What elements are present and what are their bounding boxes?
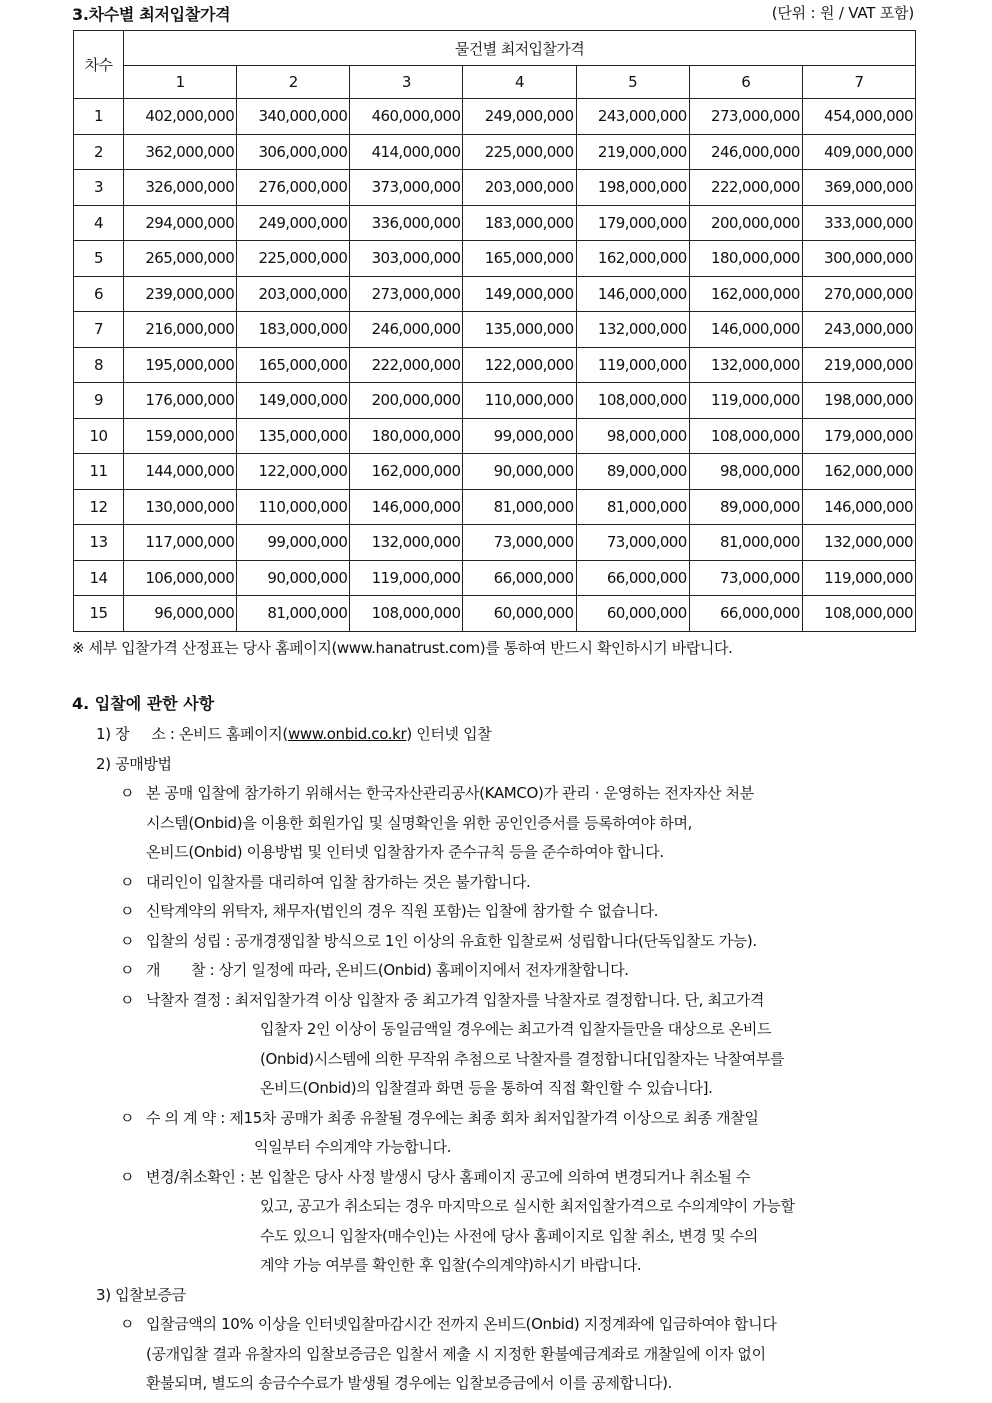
header-round: 차수 — [74, 31, 124, 99]
price-cell: 454,000,000 — [802, 99, 915, 135]
price-cell: 402,000,000 — [124, 99, 237, 135]
price-cell: 243,000,000 — [576, 99, 689, 135]
table-row — [74, 170, 916, 206]
method-item-8-line-2: 있고, 공고가 취소되는 경우 마지막으로 실시한 최저입찰가격으로 수의계약이 가능할 — [260, 1197, 795, 1215]
method-item-8-line-1: ㅇ 변경/취소확인 : 본 입찰은 당사 사정 발생시 당사 홈페이지 공고에 의하여 변경되거나 취소될 수 — [72, 1163, 932, 1193]
price-cell: 219,000,000 — [576, 134, 689, 170]
round-cell: 13 — [74, 525, 124, 561]
method-item-8-line-4: 계약 가능 여부를 확인한 후 입찰(수의계약)하시기 바랍니다. — [260, 1256, 642, 1274]
deposit-item-line-1: ㅇ 입찰금액의 10% 이상을 인터넷입찰마감시간 전까지 온비드(Onbid) 지정계좌에 입금하여야 합니다 — [72, 1310, 932, 1340]
price-cell: 179,000,000 — [802, 418, 915, 454]
round-cell: 12 — [74, 489, 124, 525]
price-cell: 60,000,000 — [576, 596, 689, 632]
price-cell: 162,000,000 — [350, 454, 463, 490]
round-cell: 15 — [74, 596, 124, 632]
price-cell: 149,000,000 — [463, 276, 576, 312]
column-header-3: 3 — [350, 66, 463, 99]
price-cell: 106,000,000 — [124, 560, 237, 596]
onbid-link[interactable]: www.onbid.co.kr — [287, 725, 407, 743]
price-cell: 340,000,000 — [237, 99, 350, 135]
place-suffix: ) 인터넷 입찰 — [406, 725, 492, 743]
price-cell: 81,000,000 — [463, 489, 576, 525]
price-cell: 132,000,000 — [802, 525, 915, 561]
table-row — [74, 560, 916, 596]
price-cell: 108,000,000 — [350, 596, 463, 632]
price-cell: 108,000,000 — [689, 418, 802, 454]
method-item-1-line-3: 온비드(Onbid) 이용방법 및 인터넷 입찰참가자 준수규칙 등을 준수하여야 합니다. — [146, 843, 664, 861]
table-row — [74, 596, 916, 632]
deposit-item-line-3: 환불되며, 별도의 송금수수료가 발생될 경우에는 입찰보증금에서 이를 공제합니다). — [146, 1374, 673, 1392]
bullet-mark: ㅇ — [120, 1108, 135, 1127]
column-header-1: 1 — [124, 66, 237, 99]
price-cell: 60,000,000 — [463, 596, 576, 632]
price-cell: 176,000,000 — [124, 383, 237, 419]
price-cell: 222,000,000 — [350, 347, 463, 383]
method-item-4: ㅇ 입찰의 성립 : 공개경쟁입찰 방식으로 1인 이상의 유효한 입찰로써 성립합니다(단독입찰도 가능). — [72, 927, 932, 957]
price-cell: 409,000,000 — [802, 134, 915, 170]
price-cell: 198,000,000 — [576, 170, 689, 206]
round-cell: 2 — [74, 134, 124, 170]
price-cell: 119,000,000 — [802, 560, 915, 596]
min-bid-price-table — [73, 30, 916, 632]
method-item-6-line-2: 입찰자 2인 이상이 동일금액일 경우에는 최고가격 입찰자들만을 대상으로 온비드 — [260, 1020, 772, 1038]
price-cell: 81,000,000 — [237, 596, 350, 632]
price-cell: 162,000,000 — [689, 276, 802, 312]
table-row — [74, 383, 916, 419]
price-cell: 165,000,000 — [237, 347, 350, 383]
round-cell: 8 — [74, 347, 124, 383]
price-cell: 162,000,000 — [802, 454, 915, 490]
price-cell: 108,000,000 — [576, 383, 689, 419]
price-cell: 90,000,000 — [463, 454, 576, 490]
price-cell: 135,000,000 — [237, 418, 350, 454]
section4 — [72, 690, 932, 1399]
bullet-mark: ㅇ — [120, 931, 135, 950]
method-item-2: ㅇ 대리인이 입찰자를 대리하여 입찰 참가하는 것은 불가합니다. — [72, 868, 932, 898]
bullet-mark: ㅇ — [120, 1315, 135, 1333]
round-cell: 3 — [74, 170, 124, 206]
price-cell: 99,000,000 — [237, 525, 350, 561]
method-item-8-line-3: 수도 있으니 입찰자(매수인)는 사전에 당사 홈페이지로 입찰 취소, 변경 및 수의 — [260, 1226, 758, 1245]
price-cell: 180,000,000 — [350, 418, 463, 454]
price-cell: 159,000,000 — [124, 418, 237, 454]
price-cell: 89,000,000 — [576, 454, 689, 490]
price-cell: 369,000,000 — [802, 170, 915, 206]
price-cell: 98,000,000 — [689, 454, 802, 490]
price-cell: 165,000,000 — [463, 241, 576, 277]
price-cell: 90,000,000 — [237, 560, 350, 596]
header-group: 물건별 최저입찰가격 — [124, 31, 916, 66]
price-cell: 243,000,000 — [802, 312, 915, 348]
deposit-item-line-2: (공개입찰 결과 유찰자의 입찰보증금은 입찰서 제출 시 지정한 환불예금계좌로 개찰일에 이자 없이 — [146, 1344, 766, 1363]
price-cell: 73,000,000 — [689, 560, 802, 596]
price-cell: 110,000,000 — [463, 383, 576, 419]
bullet-mark: ㅇ — [120, 990, 135, 1009]
round-cell: 14 — [74, 560, 124, 596]
price-cell: 273,000,000 — [689, 99, 802, 135]
price-cell: 200,000,000 — [350, 383, 463, 419]
price-cell: 200,000,000 — [689, 205, 802, 241]
table-row — [74, 205, 916, 241]
bullet-mark: ㅇ — [120, 784, 135, 802]
price-cell: 162,000,000 — [576, 241, 689, 277]
price-cell: 146,000,000 — [689, 312, 802, 348]
round-cell: 4 — [74, 205, 124, 241]
price-cell: 336,000,000 — [350, 205, 463, 241]
price-cell: 66,000,000 — [576, 560, 689, 596]
price-cell: 96,000,000 — [124, 596, 237, 632]
round-cell: 1 — [74, 99, 124, 135]
price-cell: 219,000,000 — [802, 347, 915, 383]
column-header-row — [74, 66, 916, 99]
round-cell: 5 — [74, 241, 124, 277]
price-cell: 373,000,000 — [350, 170, 463, 206]
column-header-4: 4 — [463, 66, 576, 99]
price-cell: 225,000,000 — [463, 134, 576, 170]
column-header-5: 5 — [576, 66, 689, 99]
price-cell: 132,000,000 — [350, 525, 463, 561]
price-cell: 414,000,000 — [350, 134, 463, 170]
price-cell: 99,000,000 — [463, 418, 576, 454]
bullet-mark: ㅇ — [120, 872, 135, 891]
method-item-6-line-3: (Onbid)시스템에 의한 무작위 추첨으로 낙찰자를 결정합니다[입찰자는 낙찰여부를 — [260, 1049, 785, 1068]
price-cell: 81,000,000 — [689, 525, 802, 561]
price-cell: 460,000,000 — [350, 99, 463, 135]
table-row — [74, 454, 916, 490]
method-item-7-line-1: ㅇ 수 의 계 약 : 제15차 공매가 최종 유찰될 경우에는 최종 회차 최저입찰가격 이상으로 최종 개찰일 — [72, 1104, 932, 1134]
round-cell: 11 — [74, 454, 124, 490]
price-cell: 216,000,000 — [124, 312, 237, 348]
method-item-7-line-2: 익일부터 수의계약 가능합니다. — [254, 1138, 452, 1156]
price-cell: 333,000,000 — [802, 205, 915, 241]
price-cell: 222,000,000 — [689, 170, 802, 206]
price-cell: 303,000,000 — [350, 241, 463, 277]
price-cell: 198,000,000 — [802, 383, 915, 419]
price-cell: 246,000,000 — [689, 134, 802, 170]
price-cell: 117,000,000 — [124, 525, 237, 561]
price-cell: 183,000,000 — [237, 312, 350, 348]
price-cell: 73,000,000 — [576, 525, 689, 561]
table-row — [74, 312, 916, 348]
price-cell: 110,000,000 — [237, 489, 350, 525]
price-cell: 130,000,000 — [124, 489, 237, 525]
price-cell: 203,000,000 — [237, 276, 350, 312]
price-cell: 225,000,000 — [237, 241, 350, 277]
price-cell: 108,000,000 — [802, 596, 915, 632]
table-row — [74, 489, 916, 525]
price-cell: 144,000,000 — [124, 454, 237, 490]
method-item-1-line-2: 시스템(Onbid)을 이용한 회원가입 및 실명확인을 위한 공인인증서를 등록하여야 하며, — [146, 813, 693, 832]
price-cell: 294,000,000 — [124, 205, 237, 241]
table-row — [74, 241, 916, 277]
price-cell: 273,000,000 — [350, 276, 463, 312]
table-row — [74, 418, 916, 454]
price-cell: 249,000,000 — [237, 205, 350, 241]
deposit-title: 3) 입찰보증금 — [96, 1285, 186, 1304]
method-item-3: ㅇ 신탁계약의 위탁자, 채무자(법인의 경우 직원 포함)는 입찰에 참가할 수 없습니다. — [72, 897, 932, 927]
price-cell: 300,000,000 — [802, 241, 915, 277]
round-cell: 10 — [74, 418, 124, 454]
price-cell: 132,000,000 — [576, 312, 689, 348]
price-cell: 362,000,000 — [124, 134, 237, 170]
price-cell: 326,000,000 — [124, 170, 237, 206]
place-line — [72, 720, 932, 750]
bullet-mark: ㅇ — [120, 902, 135, 920]
round-cell: 6 — [74, 276, 124, 312]
column-header-6: 6 — [689, 66, 802, 99]
table-row — [74, 525, 916, 561]
method-item-6-line-1: ㅇ 낙찰자 결정 : 최저입찰가격 이상 입찰자 중 최고가격 입찰자를 낙찰자로 결정합니다. 단, 최고가격 — [72, 986, 932, 1016]
price-cell: 146,000,000 — [576, 276, 689, 312]
table-row — [74, 99, 916, 135]
unit-note: (단위 : 원 / VAT 포함) — [771, 4, 914, 22]
price-cell: 119,000,000 — [689, 383, 802, 419]
price-cell: 122,000,000 — [237, 454, 350, 490]
price-cell: 180,000,000 — [689, 241, 802, 277]
price-cell: 119,000,000 — [576, 347, 689, 383]
table-row — [74, 276, 916, 312]
table-row — [74, 347, 916, 383]
price-cell: 132,000,000 — [689, 347, 802, 383]
price-cell: 73,000,000 — [463, 525, 576, 561]
price-cell: 265,000,000 — [124, 241, 237, 277]
price-cell: 89,000,000 — [689, 489, 802, 525]
price-cell: 81,000,000 — [576, 489, 689, 525]
bullet-mark: ㅇ — [120, 1167, 135, 1186]
price-cell: 135,000,000 — [463, 312, 576, 348]
column-header-2: 2 — [237, 66, 350, 99]
price-cell: 270,000,000 — [802, 276, 915, 312]
price-cell: 66,000,000 — [689, 596, 802, 632]
method-item-6-line-4: 온비드(Onbid)의 입찰결과 화면 등을 통하여 직접 확인할 수 있습니다]. — [260, 1079, 713, 1097]
price-cell: 249,000,000 — [463, 99, 576, 135]
bullet-mark: ㅇ — [120, 961, 135, 979]
round-cell: 7 — [74, 312, 124, 348]
section3-note: ※ 세부 입찰가격 산정표는 당사 홈페이지(www.hanatrust.com)를 통하여 반드시 확인하시기 바랍니다. — [72, 639, 733, 657]
price-cell: 203,000,000 — [463, 170, 576, 206]
method-item-5: ㅇ 개 찰 : 상기 일정에 따라, 온비드(Onbid) 홈페이지에서 전자개찰합니다. — [72, 956, 932, 986]
table-row — [74, 134, 916, 170]
method-item-1-line-1: ㅇ 본 공매 입찰에 참가하기 위해서는 한국자산관리공사(KAMCO)가 관리 · 운영하는 전자자산 처분 — [72, 779, 932, 809]
price-table-body — [74, 99, 916, 632]
price-cell: 66,000,000 — [463, 560, 576, 596]
price-cell: 195,000,000 — [124, 347, 237, 383]
price-cell: 98,000,000 — [576, 418, 689, 454]
price-cell: 183,000,000 — [463, 205, 576, 241]
section3-title: 3.차수별 최저입찰가격 — [72, 5, 231, 24]
price-cell: 146,000,000 — [350, 489, 463, 525]
price-cell: 246,000,000 — [350, 312, 463, 348]
method-title: 2) 공매방법 — [96, 754, 172, 773]
round-cell: 9 — [74, 383, 124, 419]
price-cell: 239,000,000 — [124, 276, 237, 312]
price-cell: 149,000,000 — [237, 383, 350, 419]
price-cell: 146,000,000 — [802, 489, 915, 525]
price-cell: 276,000,000 — [237, 170, 350, 206]
place-prefix: 1) 장 소 : 온비드 홈페이지( — [96, 725, 288, 743]
price-cell: 119,000,000 — [350, 560, 463, 596]
price-cell: 122,000,000 — [463, 347, 576, 383]
price-cell: 179,000,000 — [576, 205, 689, 241]
section4-title: 4. 입찰에 관한 사항 — [72, 694, 215, 713]
column-header-7: 7 — [802, 66, 915, 99]
price-cell: 306,000,000 — [237, 134, 350, 170]
